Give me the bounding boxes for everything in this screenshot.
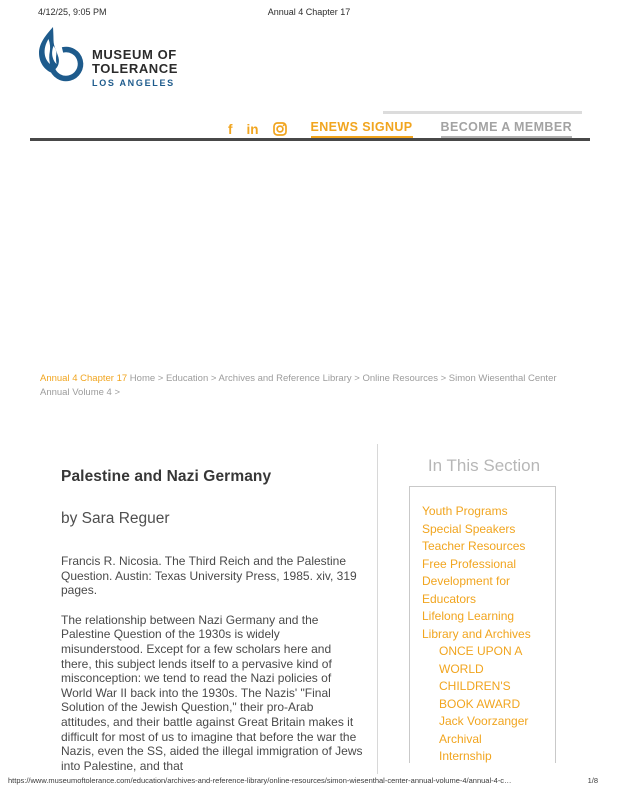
section-link[interactable]: Teacher Resources: [422, 539, 526, 553]
logo-line-1: MUSEUM OF: [92, 47, 177, 62]
article-body-paragraph: The relationship between Nazi Germany and the Palestine Question of the 1930s is widely misunderstood. Except for a few scholars here and there, this subject lends itself to a pervasive kind of misconception: we tend to read the Nazi policies of World War II back into the 1930s. The Nazis' "Final Solution of the Jewish Question," their pro-Arab attitudes, and their battle against Great Britain makes it difficult for most of us to imagine that before the war the Nazis, even the SS, aided the illegal immigration of Jews into Palestine, and that: [61, 612, 363, 773]
in-this-section-heading: In This Section: [427, 456, 541, 475]
section-link[interactable]: Youth Programs: [422, 504, 508, 518]
museum-of-tolerance-logo[interactable]: [36, 26, 178, 88]
section-link[interactable]: Free Professional Development for Educators: [422, 556, 517, 606]
nav-ghost-underline: [383, 111, 582, 114]
section-link[interactable]: ONCE UPON A WORLD CHILDREN'S BOOK AWARD: [439, 644, 522, 711]
print-page-indicator: 1/8: [587, 776, 598, 785]
section-link-list: [410, 487, 555, 763]
social-links: [228, 122, 287, 138]
article-citation: Francis R. Nicosia. The Third Reich and the Palestine Question. Austin: Texas University Press, 1985. xiv, 319 pages.: [61, 554, 357, 598]
instagram-icon[interactable]: [273, 122, 287, 136]
article: [61, 460, 363, 773]
become-a-member-link[interactable]: BECOME A MEMBER: [441, 120, 572, 138]
content-sidebar-divider: [377, 444, 378, 774]
flame-logo-icon: [36, 26, 86, 86]
print-source-url: https://www.museumoftolerance.com/education/archives-and-reference-library/online-resources/simon-wiesenthal-center-annual-volume-4/annual-4-c…: [8, 776, 512, 785]
linkedin-icon[interactable]: in: [246, 122, 259, 137]
print-timestamp: 4/12/25, 9:05 PM: [38, 7, 107, 17]
breadcrumb-link[interactable]: Home: [129, 373, 156, 384]
print-doc-title: Annual 4 Chapter 17: [267, 7, 351, 17]
section-link[interactable]: Library and Archives: [422, 626, 531, 641]
logo-wordmark: [92, 26, 178, 88]
header-divider-rule: [30, 138, 590, 141]
article-byline: by Sara Reguer: [61, 510, 170, 527]
section-link[interactable]: Lifelong Learning: [422, 609, 515, 623]
breadcrumb-separator: >: [111, 386, 121, 398]
breadcrumb-link[interactable]: Online Resources: [362, 373, 438, 384]
breadcrumb-separator: >: [155, 373, 166, 384]
section-link[interactable]: Special Speakers: [422, 521, 516, 536]
utility-nav: [228, 118, 572, 138]
section-link[interactable]: Jack Voorzanger Archival Internship: [439, 714, 529, 763]
breadcrumb-link[interactable]: Education: [165, 373, 209, 384]
facebook-icon[interactable]: f: [228, 122, 233, 137]
article-title: Palestine and Nazi Germany: [61, 468, 272, 485]
breadcrumb-current: Annual 4 Chapter 17: [40, 373, 128, 384]
breadcrumb-separator: >: [437, 373, 449, 384]
logo-line-2: TOLERANCE: [92, 60, 179, 76]
breadcrumb-separator: >: [208, 373, 219, 384]
logo-city: LOS ANGELES: [92, 78, 175, 88]
breadcrumb-separator: >: [351, 373, 363, 384]
breadcrumb-link[interactable]: Simon Wiesenthal Center Annual Volume 4: [40, 373, 557, 398]
breadcrumb: [40, 372, 588, 399]
breadcrumb-link[interactable]: Archives and Reference Library: [218, 373, 352, 384]
in-this-section-box: [409, 486, 556, 763]
enews-signup-link[interactable]: ENEWS SIGNUP: [311, 120, 413, 138]
